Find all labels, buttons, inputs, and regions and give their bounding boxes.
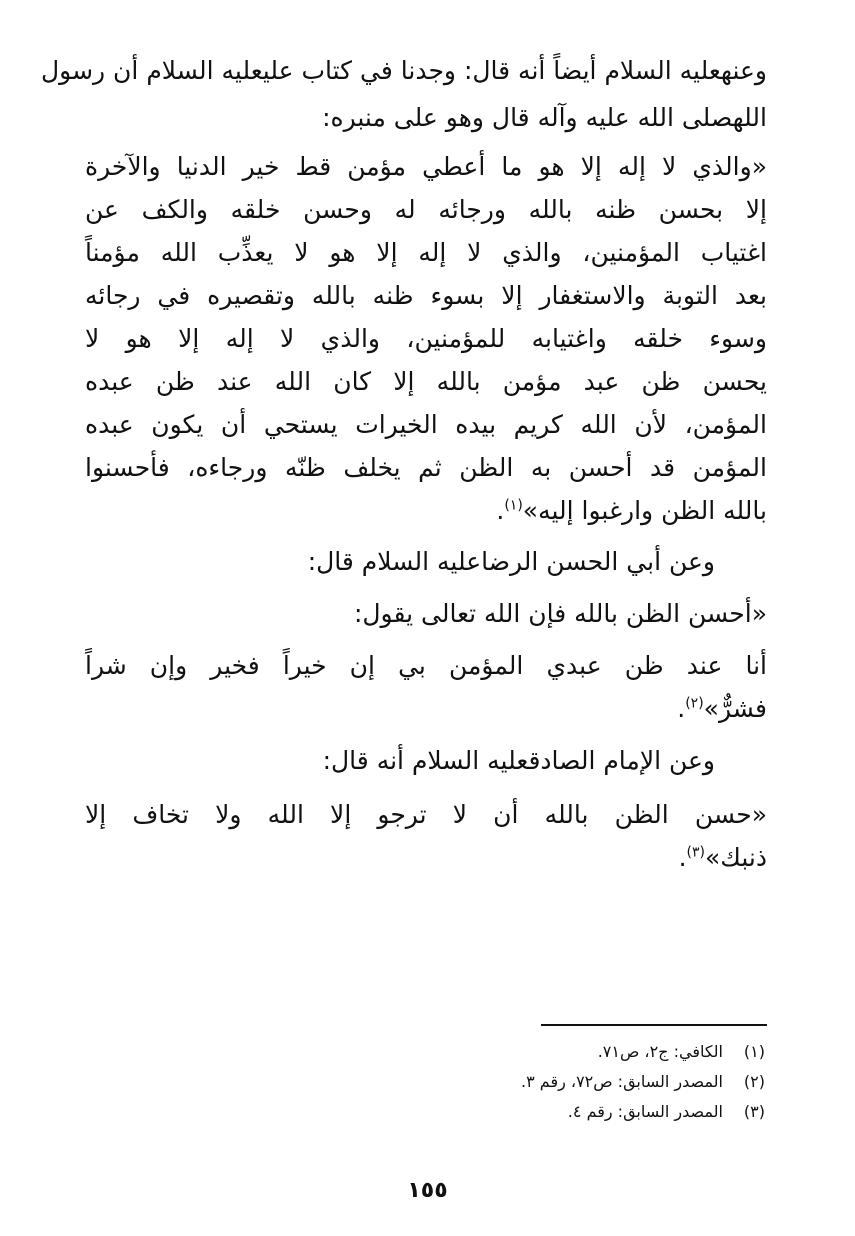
footnote-3-text: المصدر السابق: رقم ٤. — [567, 1102, 723, 1121]
hadith-line-6: يحسن ظن عبد مؤمن بالله إلا كان الله عند ظن عبده — [85, 367, 767, 396]
hadith-3-line-2 — [679, 839, 767, 877]
hadith-3-line-1: «حسن الظن بالله أن لا ترجو إلا الله ولا تخاف إلا — [85, 800, 767, 829]
footnote-2-number: (٢) — [743, 1072, 765, 1091]
footnote-3-number: (٣) — [743, 1102, 765, 1121]
narration-line-4: وعن الإمام الصادقعليه السلام أنه قال: — [322, 746, 715, 775]
hadith-line-7: المؤمن، لأن الله كريم بيده الخيرات يستحي أن يكون عبده — [85, 410, 767, 439]
hadith-line-3: اغتياب المؤمنين، والذي لا إله إلا هو لا يعذِّب الله مؤمناً — [85, 238, 767, 267]
end-period-2: . — [677, 694, 686, 723]
hadith-line-2: إلا بحسن ظنه بالله ورجائه له وحسن خلقه والكف عن — [85, 195, 767, 224]
footnote-1-text: الكافي: ج٢، ص٧١. — [597, 1042, 723, 1061]
footnote-2 — [521, 1070, 765, 1094]
footnote-ref-3: (٣) — [686, 844, 705, 861]
hadith-line-9-text: بالله الظن وارغبوا إليه» — [522, 496, 767, 525]
hadith-2-line-2: أنا عند ظن عبدي المؤمن بي إن خيراً فخير وإن شراً — [85, 651, 767, 680]
end-period-3: . — [678, 843, 687, 872]
narration-line-3: وعن أبي الحسن الرضاعليه السلام قال: — [307, 547, 715, 576]
narration-line-2: اللهصلى الله عليه وآله قال وهو على منبره: — [322, 103, 767, 132]
page-number: ١٥٥ — [407, 1178, 448, 1203]
hadith-2-line-3-text: فشرٌّ» — [703, 694, 767, 723]
footnote-ref-1: (١) — [504, 497, 523, 514]
end-period-1: . — [496, 496, 505, 525]
hadith-line-5: وسوء خلقه واغتيابه للمؤمنين، والذي لا إله إلا هو لا — [85, 324, 767, 353]
hadith-2-line-1: «أحسن الظن بالله فإن الله تعالى يقول: — [353, 599, 767, 628]
footnote-3 — [568, 1100, 765, 1124]
hadith-line-4: بعد التوبة والاستغفار إلا بسوء ظنه بالله وتقصيره في رجائه — [85, 281, 767, 310]
narration-line-1: وعنهعليه السلام أيضاً أنه قال: وجدنا في كتاب عليعليه السلام أن رسول — [41, 56, 767, 85]
hadith-line-8: المؤمن قد أحسن به الظن ثم يخلف ظنّه ورجاءه، فأحسنوا — [85, 453, 767, 482]
hadith-2-line-3 — [677, 690, 767, 728]
footnote-2-text: المصدر السابق: ص٧٢، رقم ٣. — [521, 1072, 723, 1091]
footnote-separator — [541, 1024, 767, 1026]
hadith-line-9 — [496, 492, 767, 530]
footnote-1 — [598, 1040, 765, 1064]
footnote-1-number: (١) — [743, 1042, 765, 1061]
footnote-ref-2: (٢) — [685, 695, 704, 712]
hadith-3-line-2-text: ذنبك» — [705, 843, 767, 872]
hadith-line-1: «والذي لا إله إلا هو ما أعطي مؤمن قط خير الدنيا والآخرة — [85, 152, 767, 181]
